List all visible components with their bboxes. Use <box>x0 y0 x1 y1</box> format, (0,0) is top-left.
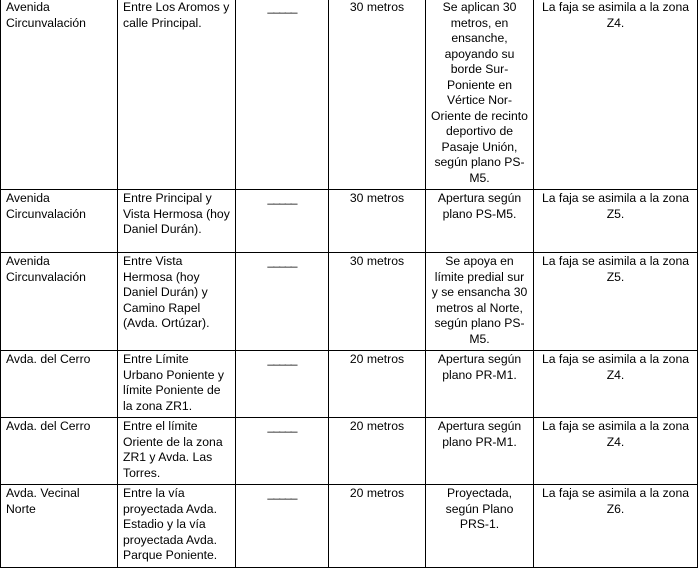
tramo-cell: Entre Principal y Vista Hermosa (hoy Daniel Durán). <box>118 190 236 253</box>
observacion-cell: Se apoya en límite predial sur y se ensancha 30 metros al Norte, según plano PS-M5. <box>426 253 534 351</box>
existente-dash: _____ <box>267 352 297 366</box>
zona-cell: La faja se asimila a la zona Z4. <box>534 418 698 485</box>
via-cell: Avenida Circunvalación <box>1 190 118 253</box>
observacion-cell: Apertura según plano PR-M1. <box>426 418 534 485</box>
via-cell: Avenida Circunvalación <box>1 253 118 351</box>
existente-cell <box>236 253 329 351</box>
table-row <box>1 418 698 485</box>
ancho-cell: 20 metros <box>329 418 426 485</box>
zona-cell: La faja se asimila a la zona Z5. <box>534 253 698 351</box>
existente-cell <box>236 418 329 485</box>
tramo-cell: Entre el límite Oriente de la zona ZR1 y Avda. Las Torres. <box>118 418 236 485</box>
table-row <box>1 485 698 568</box>
existente-dash: _____ <box>267 254 297 268</box>
ancho-cell: 30 metros <box>329 253 426 351</box>
ancho-cell: 30 metros <box>329 190 426 253</box>
tramo-cell: Entre Los Aromos y calle Principal. <box>118 0 236 190</box>
existente-dash: _____ <box>267 419 297 433</box>
tramo-cell: Entre Límite Urbano Poniente y límite Poniente de la zona ZR1. <box>118 351 236 418</box>
table-row <box>1 253 698 351</box>
existente-cell <box>236 351 329 418</box>
existente-dash: _____ <box>267 191 297 205</box>
via-cell: Avda. Vecinal Norte <box>1 485 118 568</box>
via-cell: Avenida Circunvalación <box>1 0 118 190</box>
tramo-cell: Entre Vista Hermosa (hoy Daniel Durán) y Camino Rapel (Avda. Ortúzar). <box>118 253 236 351</box>
table-row <box>1 0 698 190</box>
zona-cell: La faja se asimila a la zona Z4. <box>534 0 698 190</box>
existente-cell <box>236 0 329 190</box>
via-cell: Avda. del Cerro <box>1 418 118 485</box>
zona-cell: La faja se asimila a la zona Z5. <box>534 190 698 253</box>
zona-cell: La faja se asimila a la zona Z6. <box>534 485 698 568</box>
ancho-cell: 30 metros <box>329 0 426 190</box>
table-row <box>1 351 698 418</box>
zona-cell: La faja se asimila a la zona Z4. <box>534 351 698 418</box>
observacion-cell: Se aplican 30 metros, en ensanche, apoyando su borde Sur-Poniente en Vértice Nor-Oriente de recinto deportivo de Pasaje Unión, según plano PS-M5. <box>426 0 534 190</box>
existente-dash: _____ <box>267 486 297 500</box>
observacion-cell: Apertura según plano PS-M5. <box>426 190 534 253</box>
ancho-cell: 20 metros <box>329 485 426 568</box>
tramo-cell: Entre la vía proyectada Avda. Estadio y la vía proyectada Avda. Parque Poniente. <box>118 485 236 568</box>
table-row <box>1 190 698 253</box>
observacion-cell: Proyectada, según Plano PRS-1. <box>426 485 534 568</box>
existente-cell <box>236 485 329 568</box>
existente-cell <box>236 190 329 253</box>
observacion-cell: Apertura según plano PR-M1. <box>426 351 534 418</box>
via-cell: Avda. del Cerro <box>1 351 118 418</box>
existente-dash: _____ <box>267 0 297 14</box>
ancho-cell: 20 metros <box>329 351 426 418</box>
